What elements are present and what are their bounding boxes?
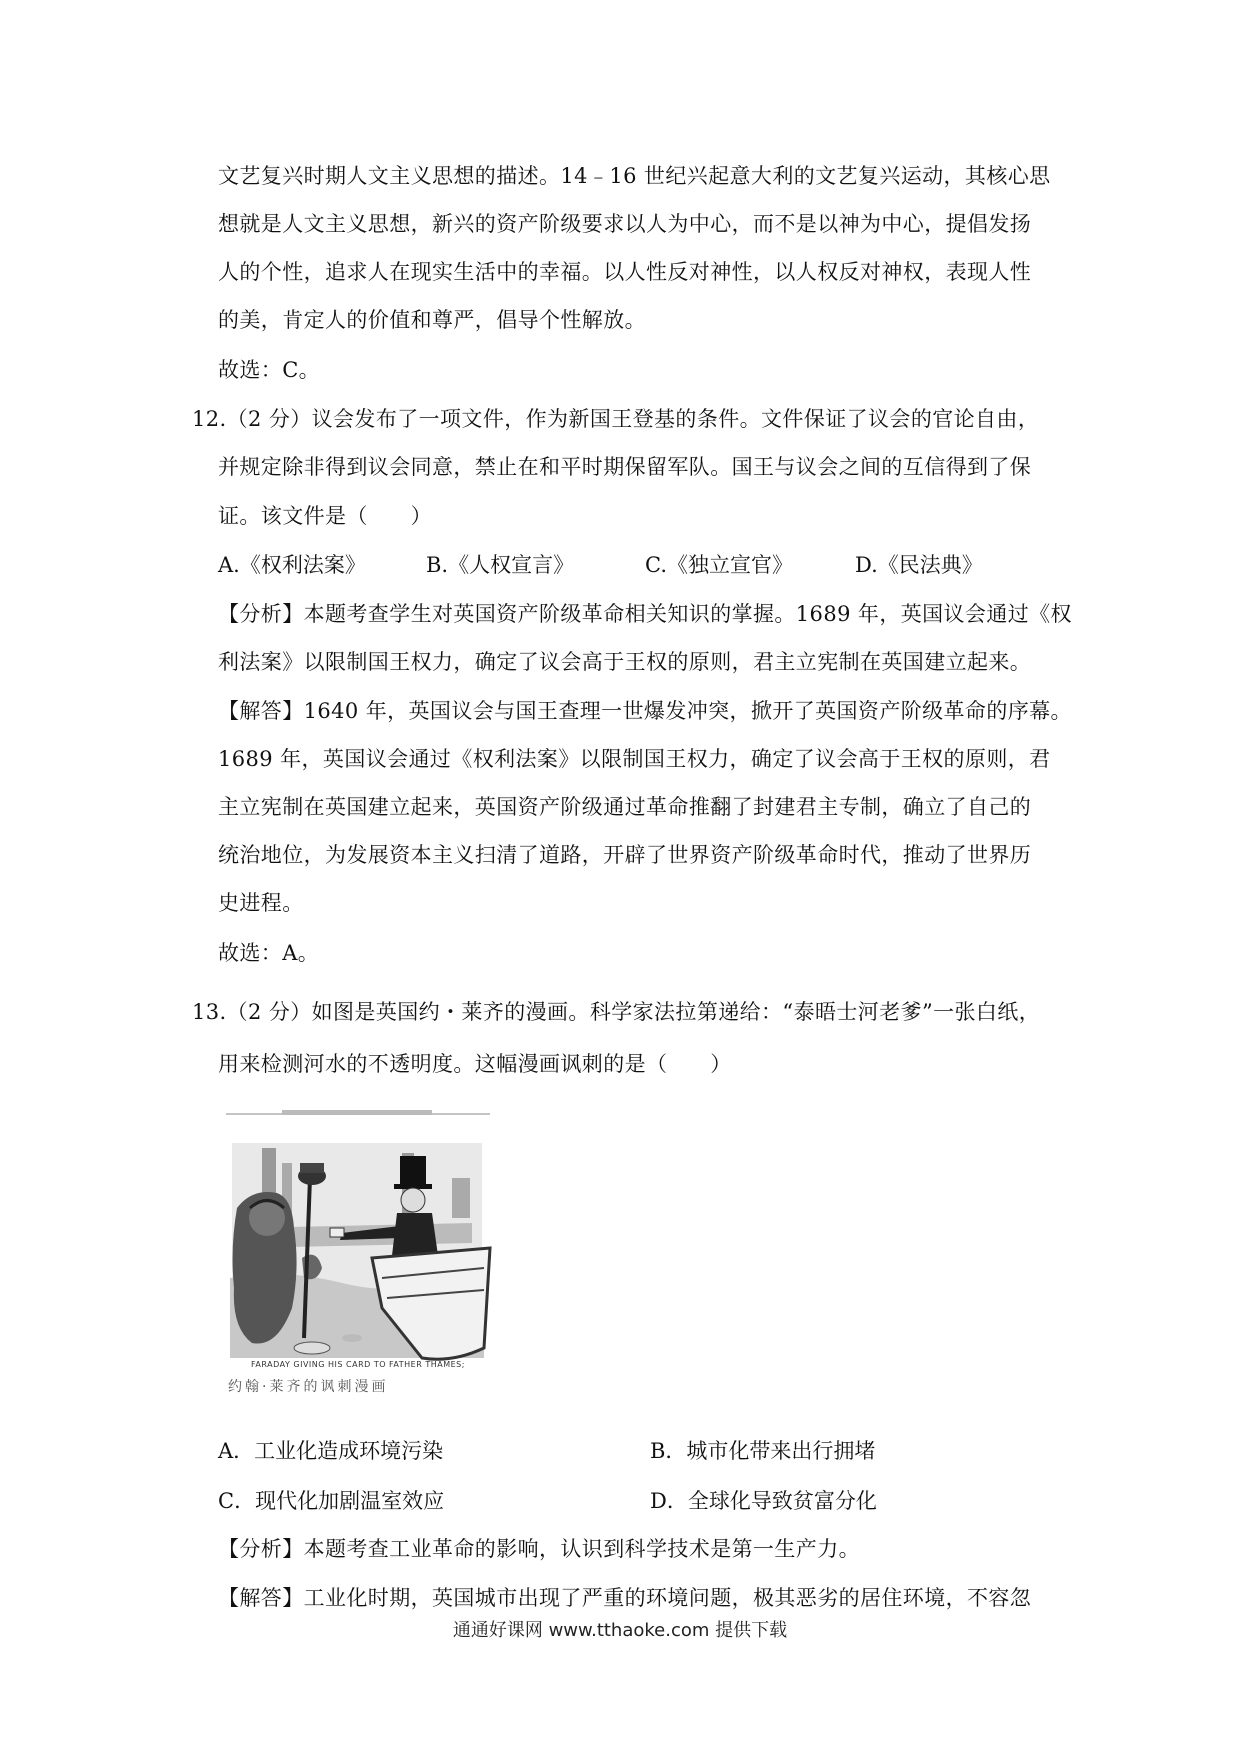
option-c: C．现代化加剧温室效应 <box>218 1489 445 1513</box>
page-footer: 通通好课网 www.tthaoke.com 提供下载 <box>452 1620 788 1641</box>
analysis-line: 利法案》以限制国王权力，确定了议会高于王权的原则，君主立宪制在英国建立起来。 <box>218 650 1032 674</box>
cartoon-english-caption: FARADAY GIVING HIS CARD TO FATHER THAMES; <box>251 1360 465 1369</box>
option-a: A．工业化造成环境污染 <box>218 1439 444 1463</box>
paragraph-line: 文艺复兴时期人文主义思想的描述。14﹣16 世纪兴起意大利的文艺复兴运动，其核心思 <box>218 164 1051 188</box>
option-d: D.《民法典》 <box>855 553 983 577</box>
cartoon-illustration <box>222 1108 494 1400</box>
solution-line: 主立宪制在英国建立起来，英国资产阶级通过革命推翻了封建君主专制，确立了自己的 <box>218 795 1032 819</box>
paragraph-line: 人的个性，追求人在现实生活中的幸福。以人性反对神性，以人权反对神权，表现人性 <box>218 260 1032 284</box>
solution-line: 史进程。 <box>218 891 304 915</box>
solution-line: 统治地位，为发展资本主义扫清了道路，开辟了世界资产阶级革命时代，推动了世界历 <box>218 843 1032 867</box>
question-13-stem: 用来检测河水的不透明度。这幅漫画讽刺的是（ ） <box>218 1052 732 1076</box>
question-13-stem: 13.（2 分）如图是英国约・莱齐的漫画。科学家法拉第递给：“泰晤士河老爹”一张白纸， <box>192 1000 1041 1024</box>
cartoon-chinese-caption: 约翰·莱齐的讽刺漫画 <box>228 1379 389 1395</box>
option-b: B．城市化带来出行拥堵 <box>650 1439 876 1463</box>
question-12-stem: 证。该文件是（ ） <box>218 504 432 528</box>
answer-line: 故选：A。 <box>218 941 320 965</box>
paragraph-line: 的美，肯定人的价值和尊严，倡导个性解放。 <box>218 308 646 332</box>
paragraph-line: 想就是人文主义思想，新兴的资产阶级要求以人为中心，而不是以神为中心，提倡发扬 <box>218 212 1032 236</box>
option-d: D．全球化导致贫富分化 <box>650 1489 877 1513</box>
solution-line: 【解答】1640 年，英国议会与国王查理一世爆发冲突，掀开了英国资产阶级革命的序幕。 <box>218 699 1072 723</box>
analysis-line: 【分析】本题考查工业革命的影响，认识到科学技术是第一生产力。 <box>218 1537 860 1561</box>
option-b: B.《人权宣言》 <box>426 553 575 577</box>
option-c: C.《独立宣官》 <box>645 553 793 577</box>
answer-line: 故选：C。 <box>218 358 321 382</box>
option-a: A.《权利法案》 <box>218 553 366 577</box>
question-12-stem: 12.（2 分）议会发布了一项文件，作为新国王登基的条件。文件保证了议会的官论自由， <box>192 407 1040 431</box>
question-12-stem: 并规定除非得到议会同意，禁止在和平时期保留军队。国王与议会之间的互信得到了保 <box>218 455 1032 479</box>
cartoon-figure <box>222 1108 494 1400</box>
solution-line: 1689 年，英国议会通过《权利法案》以限制国王权力，确定了议会高于王权的原则，君 <box>218 747 1051 771</box>
solution-line: 【解答】工业化时期，英国城市出现了严重的环境问题，极其恶劣的居住环境，不容忽 <box>218 1586 1032 1610</box>
analysis-line: 【分析】本题考查学生对英国资产阶级革命相关知识的掌握。1689 年，英国议会通过《权 <box>218 602 1072 626</box>
